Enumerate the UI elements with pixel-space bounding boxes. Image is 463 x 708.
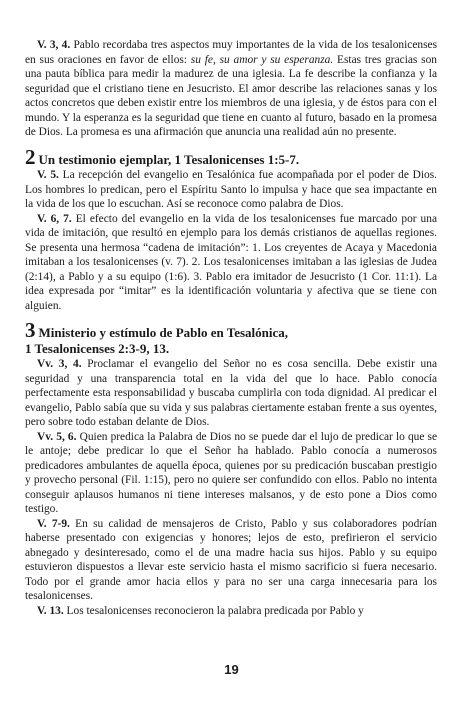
paragraph-text: Proclamar el evangelio del Señor no es cosa sencilla. Debe existir una seguridad y una transparencia total en la vida del que lo hace. Pablo conocía perfectamente esta responsabilidad y buscaba cumplirla con toda dignidad. Al predicar el evangelio, Pablo sabía que su vida y sus palabras ciertamente estaban frente a sus oyentes, pero sobre todo estaban delante de Dios. [25,358,438,428]
paragraph-text: Quien predica la Palabra de Dios no se puede dar el lujo de predicar lo que se le antoje; debe predicar lo que el Señor ha hablado. Pablo conocía a numerosos predicadores ambulantes de aquella época, quienes por su predicación buscaban prestigio y provecho personal (Fil. 1:15), pero no quiere ser confundido con ellos. Pablo no intenta conseguir aplausos humanos ni tiene intereses malsanos, y de esto pone a Dios como testigo. [25,430,438,515]
paragraph [25,38,437,140]
emphasis-text: su fe, su amor y su esperanza. [190,53,334,66]
paragraph [25,357,437,430]
paragraph [25,517,437,604]
verse-ref: V. 7-9. [37,517,70,530]
section-subtitle: 1 Tesalonicenses 2:3-9, 13. [25,340,170,356]
verse-ref: Vv. 5, 6. [37,430,77,443]
section-heading [25,144,437,169]
section-title: Un testimonio ejemplar, 1 Tesalonicenses 1:5-7. [38,151,300,167]
paragraph-text: La recepción del evangelio en Tesalónica fue acompañada por el poder de Dios. Los hombres lo predican, pero el Espíritu Santo lo impulsa y hace que sea impactante en la vida de los que lo escuchan. Así se reconoce como palabra de Dios. [25,169,437,210]
paragraph-text: El efecto del evangelio en la vida de los tesalonicenses fue marcado por una vida de imitación, que resultó en ejemplo para los demás cristianos de aquellas regiones. Se presenta una hermosa “cadena de imitación”: 1. Los creyentes de Acaya y Macedonia imitaban a los tesalonicenses (v. 7). 2. Los tesalonicenses imitaban a las iglesias de Judea (2:14), a Pablo y a su equipo (1:6). 3. Pablo era imitador de Jesucristo (1 Cor. 11:1). La idea expresada por “imitar” es la identificación voluntaria y afectiva que se tiene con alguien. [25,212,438,312]
paragraph-text: Los tesalonicenses reconocieron la palabra predicada por Pablo y [63,604,364,617]
section-heading [25,318,437,356]
verse-ref: Vv. 3, 4. [37,358,82,370]
page-body [25,38,437,618]
paragraph [25,168,437,212]
paragraph-text: Pablo recordaba tres aspectos muy importantes de la vida de los tesalonicenses en sus oraciones en favor de ellos: [25,39,438,66]
verse-ref: V. 13. [37,604,64,617]
section-number: 3 [25,318,36,342]
paragraph-text: Estas tres gracias son una pauta bíblica para medir la madurez de una iglesia. La fe describe la confianza y la seguridad que el cristiano tiene en Jesucristo. El amor describe las relaciones sanas y los actos concretos que deben existir entre los miembros de una iglesia, y de éstos para con el mundo. Y la esperanza es la seguridad que tiene en cuanto al futuro, basado en la promesa de Dios. La promesa es una afirmación que anuncia una realidad aún no presente. [25,53,437,138]
verse-ref: V. 6, 7. [37,212,72,225]
verse-ref: V. 3, 4. [37,39,71,51]
verse-ref: V. 5. [37,169,59,181]
section-number: 2 [25,144,36,169]
page-number: 19 [224,662,239,677]
paragraph [25,604,437,619]
paragraph [25,212,437,314]
section-title: Ministerio y estímulo de Pablo en Tesalónica, [38,325,289,340]
paragraph-text: En su calidad de mensajeros de Cristo, Pablo y sus colaboradores podrían haberse presentado con exigencias y honores; lejos de esto, prefirieron el servicio abnegado y desinteresado, como el de una madre hacia sus hijos. Pablo y su equipo estuvieron dispuestos a llevar este servicio hasta el mismo sacrificio si fuera necesario. Todo por el grande amor hacia ellos y para no ser una carga innecesaria para los tesalonicenses. [25,517,437,602]
paragraph [25,430,437,517]
